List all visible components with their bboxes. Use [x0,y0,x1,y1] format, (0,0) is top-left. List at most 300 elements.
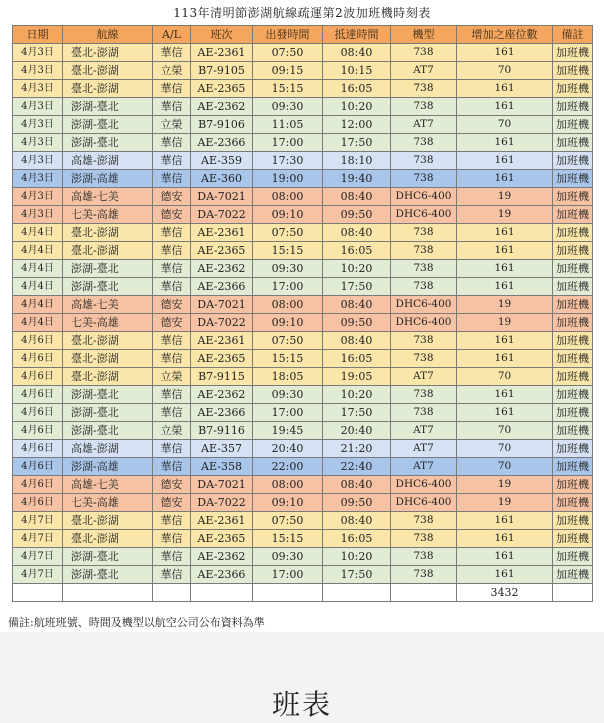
route-cell: 高雄-七美 [63,188,153,206]
remarks-cell: 加班機 [553,404,593,422]
seats-cell: 19 [457,314,553,332]
col-header-added-seats: 增加之座位數 [457,26,553,44]
route-cell: 臺北-澎湖 [63,512,153,530]
remarks-cell: 加班機 [553,224,593,242]
flight-cell: AE-359 [191,152,253,170]
date-cell: 4月3日 [13,134,63,152]
remarks-cell: 加班機 [553,152,593,170]
aircraft-cell: 738 [391,134,457,152]
remarks-cell: 加班機 [553,512,593,530]
seats-cell: 161 [457,80,553,98]
col-header-remarks: 備註 [553,26,593,44]
date-cell: 4月4日 [13,314,63,332]
aircraft-cell: AT7 [391,458,457,476]
flight-cell: DA-7021 [191,476,253,494]
seats-cell: 70 [457,62,553,80]
arrival-cell: 09:50 [323,494,391,512]
arrival-cell: 08:40 [323,476,391,494]
date-cell: 4月7日 [13,530,63,548]
arrival-cell: 10:15 [323,62,391,80]
aircraft-cell: 738 [391,260,457,278]
departure-cell: 07:50 [253,512,323,530]
date-cell: 4月7日 [13,548,63,566]
table-row [13,530,593,548]
table-row [13,476,593,494]
arrival-cell: 08:40 [323,512,391,530]
airline-cell: 德安 [153,296,191,314]
col-header-route: 航線 [63,26,153,44]
seats-cell: 161 [457,242,553,260]
route-cell: 臺北-澎湖 [63,242,153,260]
departure-cell: 17:30 [253,152,323,170]
route-cell: 澎湖-臺北 [63,422,153,440]
arrival-cell: 17:50 [323,278,391,296]
seats-cell: 161 [457,260,553,278]
departure-cell: 15:15 [253,530,323,548]
aircraft-cell: 738 [391,332,457,350]
aircraft-cell: DHC6-400 [391,206,457,224]
seats-cell: 70 [457,368,553,386]
flight-cell: AE-2362 [191,548,253,566]
aircraft-cell: 738 [391,566,457,584]
departure-cell: 08:00 [253,476,323,494]
route-cell: 高雄-七美 [63,296,153,314]
date-cell: 4月6日 [13,422,63,440]
seats-cell: 161 [457,566,553,584]
table-row [13,98,593,116]
seats-cell: 70 [457,440,553,458]
departure-cell: 09:30 [253,386,323,404]
empty-cell [391,584,457,602]
departure-cell: 09:30 [253,548,323,566]
airline-cell: 德安 [153,314,191,332]
departure-cell: 15:15 [253,242,323,260]
seats-cell: 161 [457,512,553,530]
date-cell: 4月6日 [13,368,63,386]
seats-cell: 161 [457,134,553,152]
airline-cell: 華信 [153,404,191,422]
arrival-cell: 21:20 [323,440,391,458]
seats-cell: 19 [457,494,553,512]
remarks-cell: 加班機 [553,80,593,98]
arrival-cell: 10:20 [323,260,391,278]
total-seats-cell: 3432 [457,584,553,602]
departure-cell: 09:10 [253,494,323,512]
arrival-cell: 08:40 [323,44,391,62]
seats-cell: 161 [457,44,553,62]
airline-cell: 華信 [153,350,191,368]
aircraft-cell: DHC6-400 [391,494,457,512]
departure-cell: 07:50 [253,332,323,350]
arrival-cell: 17:50 [323,134,391,152]
remarks-cell: 加班機 [553,458,593,476]
remarks-cell: 加班機 [553,440,593,458]
arrival-cell: 10:20 [323,98,391,116]
schedule-body [13,44,593,602]
remarks-cell: 加班機 [553,386,593,404]
aircraft-cell: AT7 [391,440,457,458]
empty-cell [553,584,593,602]
route-cell: 澎湖-臺北 [63,98,153,116]
date-cell: 4月7日 [13,512,63,530]
arrival-cell: 17:50 [323,566,391,584]
remarks-cell: 加班機 [553,368,593,386]
table-row [13,44,593,62]
seats-cell: 161 [457,170,553,188]
arrival-cell: 16:05 [323,530,391,548]
flight-schedule-table [12,25,593,602]
airline-cell: 華信 [153,224,191,242]
seats-cell: 19 [457,188,553,206]
departure-cell: 15:15 [253,350,323,368]
flight-cell: DA-7022 [191,314,253,332]
remarks-cell: 加班機 [553,494,593,512]
airline-cell: 華信 [153,80,191,98]
airline-cell: 華信 [153,332,191,350]
remarks-cell: 加班機 [553,134,593,152]
aircraft-cell: 738 [391,548,457,566]
aircraft-cell: DHC6-400 [391,314,457,332]
departure-cell: 09:15 [253,62,323,80]
col-header-date: 日期 [13,26,63,44]
route-cell: 澎湖-臺北 [63,134,153,152]
date-cell: 4月7日 [13,566,63,584]
col-header-airline: A/L [153,26,191,44]
table-row [13,548,593,566]
route-cell: 七美-高雄 [63,494,153,512]
flight-cell: AE-2366 [191,278,253,296]
arrival-cell: 19:05 [323,368,391,386]
airline-cell: 德安 [153,476,191,494]
arrival-cell: 09:50 [323,314,391,332]
table-row [13,368,593,386]
header-row [13,26,593,44]
aircraft-cell: 738 [391,44,457,62]
date-cell: 4月4日 [13,296,63,314]
table-row [13,62,593,80]
flight-cell: AE-2362 [191,386,253,404]
airline-cell: 華信 [153,44,191,62]
table-row [13,242,593,260]
seats-cell: 161 [457,332,553,350]
table-row [13,188,593,206]
departure-cell: 17:00 [253,404,323,422]
departure-cell: 07:50 [253,224,323,242]
arrival-cell: 18:10 [323,152,391,170]
airline-cell: 華信 [153,152,191,170]
departure-cell: 19:00 [253,170,323,188]
table-row [13,296,593,314]
remarks-cell: 加班機 [553,314,593,332]
flight-cell: B7-9106 [191,116,253,134]
departure-cell: 15:15 [253,80,323,98]
airline-cell: 華信 [153,530,191,548]
airline-cell: 德安 [153,494,191,512]
departure-cell: 22:00 [253,458,323,476]
table-row [13,170,593,188]
flight-cell: AE-2365 [191,350,253,368]
arrival-cell: 22:40 [323,458,391,476]
date-cell: 4月3日 [13,206,63,224]
airline-cell: 華信 [153,170,191,188]
aircraft-cell: 738 [391,278,457,296]
arrival-cell: 16:05 [323,242,391,260]
departure-cell: 18:05 [253,368,323,386]
departure-cell: 08:00 [253,296,323,314]
flight-cell: AE-2365 [191,242,253,260]
route-cell: 臺北-澎湖 [63,530,153,548]
seats-cell: 70 [457,422,553,440]
col-header-flight: 班次 [191,26,253,44]
aircraft-cell: 738 [391,224,457,242]
flight-cell: AE-2361 [191,512,253,530]
table-row [13,134,593,152]
airline-cell: 華信 [153,548,191,566]
route-cell: 臺北-澎湖 [63,224,153,242]
table-row [13,422,593,440]
route-cell: 澎湖-高雄 [63,170,153,188]
date-cell: 4月6日 [13,476,63,494]
route-cell: 臺北-澎湖 [63,350,153,368]
seats-cell: 161 [457,404,553,422]
departure-cell: 17:00 [253,278,323,296]
footnote: 備註:航班班號、時間及機型以航空公司公布資料為準 [8,616,265,629]
airline-cell: 華信 [153,386,191,404]
remarks-cell: 加班機 [553,350,593,368]
aircraft-cell: 738 [391,80,457,98]
arrival-cell: 17:50 [323,404,391,422]
remarks-cell: 加班機 [553,188,593,206]
date-cell: 4月6日 [13,386,63,404]
empty-cell [323,584,391,602]
seats-cell: 70 [457,116,553,134]
remarks-cell: 加班機 [553,476,593,494]
arrival-cell: 08:40 [323,188,391,206]
remarks-cell: 加班機 [553,530,593,548]
airline-cell: 德安 [153,206,191,224]
seats-cell: 161 [457,98,553,116]
remarks-cell: 加班機 [553,206,593,224]
aircraft-cell: DHC6-400 [391,476,457,494]
table-row [13,386,593,404]
col-header-departure: 出發時間 [253,26,323,44]
route-cell: 澎湖-臺北 [63,116,153,134]
arrival-cell: 16:05 [323,350,391,368]
date-cell: 4月3日 [13,116,63,134]
flight-cell: AE-2366 [191,404,253,422]
date-cell: 4月4日 [13,224,63,242]
aircraft-cell: DHC6-400 [391,296,457,314]
flight-cell: AE-357 [191,440,253,458]
date-cell: 4月3日 [13,80,63,98]
flight-cell: AE-2362 [191,98,253,116]
remarks-cell: 加班機 [553,62,593,80]
table-row [13,278,593,296]
table-row [13,494,593,512]
route-cell: 澎湖-臺北 [63,386,153,404]
remarks-cell: 加班機 [553,296,593,314]
remarks-cell: 加班機 [553,278,593,296]
arrival-cell: 10:20 [323,386,391,404]
table-row [13,458,593,476]
departure-cell: 20:40 [253,440,323,458]
date-cell: 4月6日 [13,350,63,368]
route-cell: 澎湖-臺北 [63,566,153,584]
aircraft-cell: 738 [391,242,457,260]
table-title: 113年清明節澎湖航線疏運第2波加班機時刻表 [173,6,431,20]
airline-cell: 華信 [153,566,191,584]
airline-cell: 立榮 [153,422,191,440]
date-cell: 4月6日 [13,494,63,512]
date-cell: 4月4日 [13,278,63,296]
seats-cell: 19 [457,206,553,224]
seats-cell: 161 [457,548,553,566]
aircraft-cell: 738 [391,350,457,368]
airline-cell: 德安 [153,188,191,206]
empty-cell [253,584,323,602]
remarks-cell: 加班機 [553,260,593,278]
remarks-cell: 加班機 [553,332,593,350]
route-cell: 臺北-澎湖 [63,368,153,386]
flight-cell: B7-9115 [191,368,253,386]
table-row [13,116,593,134]
date-cell: 4月3日 [13,152,63,170]
aircraft-cell: 738 [391,98,457,116]
col-header-arrival: 抵達時間 [323,26,391,44]
date-cell: 4月4日 [13,260,63,278]
airline-cell: 華信 [153,278,191,296]
total-row [13,584,593,602]
arrival-cell: 19:40 [323,170,391,188]
remarks-cell: 加班機 [553,548,593,566]
seats-cell: 161 [457,350,553,368]
aircraft-cell: 738 [391,404,457,422]
table-row [13,404,593,422]
remarks-cell: 加班機 [553,98,593,116]
flight-cell: AE-2361 [191,332,253,350]
arrival-cell: 10:20 [323,548,391,566]
airline-cell: 華信 [153,242,191,260]
seats-cell: 70 [457,458,553,476]
date-cell: 4月3日 [13,170,63,188]
aircraft-cell: 738 [391,530,457,548]
table-row [13,512,593,530]
aircraft-cell: AT7 [391,116,457,134]
aircraft-cell: 738 [391,170,457,188]
route-cell: 澎湖-臺北 [63,278,153,296]
table-row [13,314,593,332]
date-cell: 4月6日 [13,440,63,458]
airline-cell: 華信 [153,512,191,530]
aircraft-cell: 738 [391,152,457,170]
arrival-cell: 08:40 [323,296,391,314]
seats-cell: 161 [457,152,553,170]
departure-cell: 09:10 [253,314,323,332]
route-cell: 高雄-七美 [63,476,153,494]
flight-cell: DA-7021 [191,188,253,206]
aircraft-cell: AT7 [391,368,457,386]
route-cell: 高雄-澎湖 [63,152,153,170]
empty-cell [191,584,253,602]
date-cell: 4月3日 [13,44,63,62]
seats-cell: 19 [457,296,553,314]
route-cell: 澎湖-高雄 [63,458,153,476]
table-row [13,350,593,368]
seats-cell: 161 [457,224,553,242]
flight-cell: B7-9116 [191,422,253,440]
flight-cell: AE-2365 [191,530,253,548]
airline-cell: 華信 [153,458,191,476]
arrival-cell: 09:50 [323,206,391,224]
flight-cell: AE-2366 [191,566,253,584]
table-row [13,224,593,242]
aircraft-cell: 738 [391,512,457,530]
arrival-cell: 20:40 [323,422,391,440]
departure-cell: 08:00 [253,188,323,206]
table-row [13,260,593,278]
flight-cell: AE-358 [191,458,253,476]
empty-cell [153,584,191,602]
date-cell: 4月6日 [13,458,63,476]
remarks-cell: 加班機 [553,170,593,188]
flight-cell: AE-2361 [191,44,253,62]
remarks-cell: 加班機 [553,242,593,260]
remarks-cell: 加班機 [553,422,593,440]
aircraft-cell: 738 [391,386,457,404]
arrival-cell: 08:40 [323,332,391,350]
airline-cell: 華信 [153,440,191,458]
flight-cell: AE-2365 [191,80,253,98]
route-cell: 澎湖-臺北 [63,548,153,566]
departure-cell: 09:30 [253,98,323,116]
remarks-cell: 加班機 [553,44,593,62]
empty-cell [63,584,153,602]
airline-cell: 華信 [153,134,191,152]
airline-cell: 華信 [153,260,191,278]
departure-cell: 17:00 [253,134,323,152]
aircraft-cell: AT7 [391,422,457,440]
airline-cell: 立榮 [153,368,191,386]
date-cell: 4月6日 [13,404,63,422]
arrival-cell: 08:40 [323,224,391,242]
flight-cell: AE-2361 [191,224,253,242]
date-cell: 4月3日 [13,98,63,116]
flight-cell: B7-9105 [191,62,253,80]
table-row [13,206,593,224]
departure-cell: 09:10 [253,206,323,224]
table-row [13,152,593,170]
remarks-cell: 加班機 [553,566,593,584]
seats-cell: 161 [457,278,553,296]
airline-cell: 立榮 [153,62,191,80]
flight-cell: DA-7021 [191,296,253,314]
route-cell: 澎湖-臺北 [63,404,153,422]
date-cell: 4月4日 [13,242,63,260]
route-cell: 七美-高雄 [63,314,153,332]
route-cell: 臺北-澎湖 [63,332,153,350]
route-cell: 澎湖-臺北 [63,260,153,278]
aircraft-cell: AT7 [391,62,457,80]
departure-cell: 09:30 [253,260,323,278]
flight-cell: DA-7022 [191,494,253,512]
table-row [13,80,593,98]
flight-cell: DA-7022 [191,206,253,224]
table-row [13,566,593,584]
route-cell: 七美-高雄 [63,206,153,224]
table-row [13,440,593,458]
table-row [13,332,593,350]
empty-cell [13,584,63,602]
